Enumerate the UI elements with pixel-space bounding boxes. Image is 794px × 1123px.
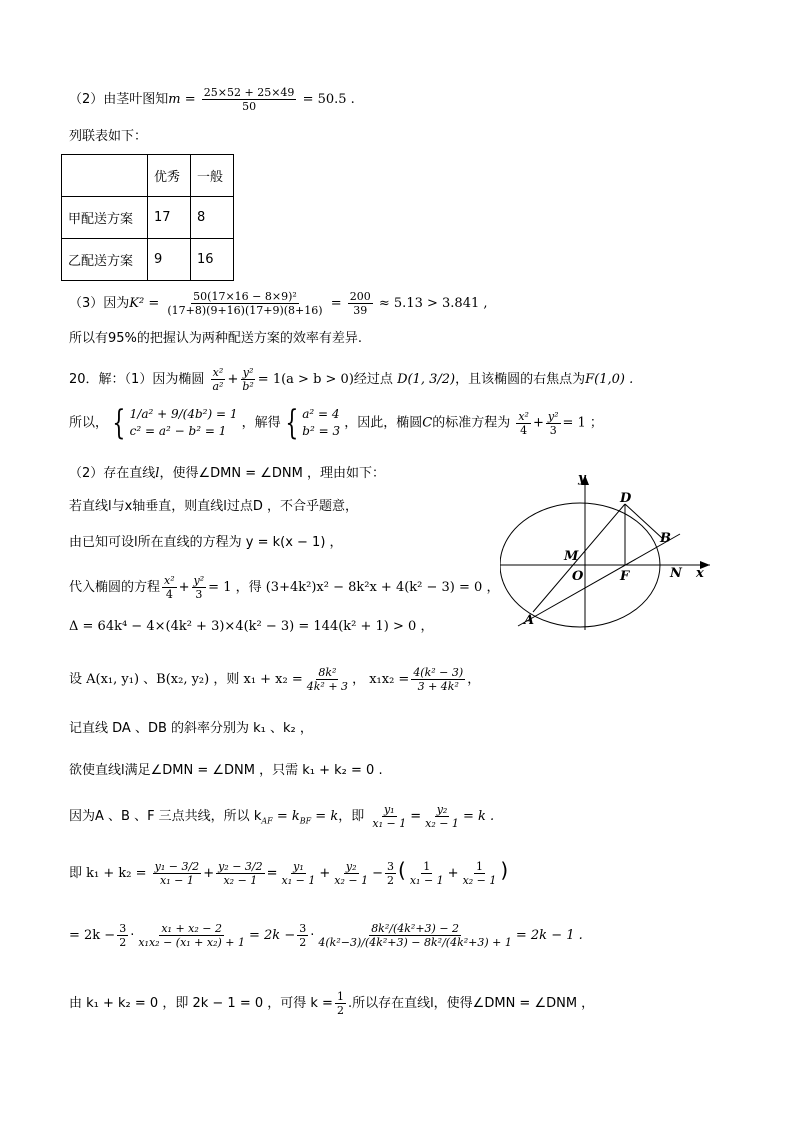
m-num: 25×52 + 25×49 xyxy=(203,86,295,99)
table-intro: 列联表如下： xyxy=(69,129,148,144)
focus-f: F(1,0) . xyxy=(585,372,634,387)
p2-1-text: （2）存在直线 xyxy=(69,466,156,481)
q20-line1-a: 20．解：（1）因为椭圆 xyxy=(69,372,205,387)
q20-line2-c: ，因此，椭圆 xyxy=(344,415,423,431)
ellipse-frac-x: $\frac{\text{x²}}{\text{a²}}$ xyxy=(212,366,224,393)
table-cell: 16 xyxy=(191,239,234,281)
p2-6-c: ， xyxy=(467,672,481,687)
p2-4-eq: = 1 ，得 (3+4k²)x² − 8k²x + 4(k² − 3) = 0 ， xyxy=(208,580,500,595)
table-cell: 甲配送方案 xyxy=(62,197,148,239)
system-2 xyxy=(302,406,340,440)
q20-line1-c: ，且该椭圆的右焦点为 xyxy=(455,372,586,387)
k2-lhs: K² = xyxy=(129,296,160,311)
ellipse-frac-y: $\frac{\text{y²}}{\text{b²}}$ xyxy=(242,366,254,393)
q20-line2-e: = 1 ； xyxy=(562,415,603,431)
label-m: M xyxy=(564,549,579,564)
q20-p2-9: 因为A 、B 、F 三点共线，所以 $k_{AF} = k_{BF} = k$，即 $\frac{\text{y₁}}{\text{x₁ − 1}}$ = $\frac{\text{y₂}}{\text{x₂ − 1}}$ = k . xyxy=(69,803,495,830)
k2-eq: = xyxy=(330,296,342,311)
label-o: O xyxy=(572,569,584,584)
table-cell: 8 xyxy=(191,197,234,239)
line-da xyxy=(533,504,625,612)
m-fraction xyxy=(202,86,297,113)
part3-line xyxy=(69,290,488,317)
p2-6-a: 设 A(x₁, y₁) 、B(x₂, y₂) ，则 x₁ + x₂ = xyxy=(69,672,303,687)
line-l xyxy=(518,534,680,626)
q20-p2-3: 由已知可设l所在直线的方程为 y = k(x − 1) ， xyxy=(69,535,343,550)
k2-rhs: ≈ 5.13 > 3.841 , xyxy=(378,296,488,311)
label-y: y xyxy=(578,471,586,486)
table-header-cell: 优秀 xyxy=(148,155,191,197)
k2-den2: 39 xyxy=(353,304,368,317)
k2-den: (17+8)(9+16)(17+9)(8+16) xyxy=(167,304,323,317)
table-row xyxy=(62,197,234,239)
q20-p2-7: 记直线 DA 、DB 的斜率分别为 k₁ 、k₂ ， xyxy=(69,721,313,736)
conclusion: 所以有95%的把握认为两种配送方案的效率有差异. xyxy=(69,331,363,346)
q20-p2-5: Δ = 64k⁴ − 4×(4k² + 3)×4(k² − 3) = 144(k² + 1) > 0 ， xyxy=(69,619,434,634)
system-1-eq-b: c² = a² − b² = 1 xyxy=(129,424,227,438)
table-row xyxy=(62,239,234,281)
p2-12-b: .所以存在直线l，使得∠DMN = ∠DNM ， xyxy=(347,996,595,1011)
p2-9-a: 因为A 、B 、F 三点共线，所以 k xyxy=(69,809,262,824)
contingency-table xyxy=(61,154,234,281)
k2-num: 50(17×16 − 8×9)² xyxy=(193,290,297,303)
table-cell: 17 xyxy=(148,197,191,239)
p2-6-b: ， x₁x₂ = xyxy=(352,672,410,687)
label-d: D xyxy=(620,491,632,506)
label-n: N xyxy=(670,566,682,581)
system-2-eq-a: a² = 4 xyxy=(302,407,340,421)
label-a: A xyxy=(524,613,535,628)
part3-prefix: （3）因为 xyxy=(69,296,130,311)
k2-fraction-2 xyxy=(348,290,373,317)
p2-11-a: = 2k − xyxy=(69,928,116,943)
q20-line2-d: 的标准方程为 xyxy=(432,415,511,431)
p2-12-a: 由 k₁ + k₂ = 0 ，即 2k − 1 = 0 ，可得 k = xyxy=(69,996,333,1011)
system-1 xyxy=(130,406,238,440)
q20-p2-11: = 2k − $\frac{3}{2}$ · $\frac{\text{x₁ + x₂ − 2}}{\text{x₁x₂ − (x₁ + x₂) + 1}}$ = 2k − $\frac{3}{2}$ · $\frac{\text{8k²/(4k²+3) − 2}}{\text{4(k²−3)/(4k²+3) − 8k²/(4k²+3) + 1}}$ = 2k − 1 . xyxy=(69,922,583,949)
q20-p2-6: 设 A(x₁, y₁) 、B(x₂, y₂) ，则 x₁ + x₂ = $\frac{\text{8k²}}{\text{4k² + 3}}$ ， x₁x₂ = $\frac{\text{4(k² − 3)}}{\text{3 + 4k²}}$ ， xyxy=(69,666,481,693)
q20-line2-b: ，解得 xyxy=(241,415,281,431)
table-header-row xyxy=(62,155,234,197)
p2-4-text: 代入椭圆的方程 xyxy=(69,580,161,595)
label-b: B xyxy=(660,531,671,546)
label-f: F xyxy=(620,569,630,584)
table-header-cell: 一般 xyxy=(191,155,234,197)
q20-p2-12: 由 k₁ + k₂ = 0 ，即 2k − 1 = 0 ，可得 k = $\frac{1}{2}$ .所以存在直线l，使得∠DMN = ∠DNM ， xyxy=(69,990,595,1017)
q20-p2-2: 若直线l与x轴垂直，则直线l过点D ，不合乎题意， xyxy=(69,499,359,514)
q20-p2-10: 即 k₁ + k₂ = $\frac{\text{y₁ − 3/2}}{\text{x₁ − 1}}$ + $\frac{\text{y₂ − 3/2}}{\text{x₂ − 1}}$ = $\frac{\text{y₁}}{\text{x₁ − 1}}$ + $\frac{\text{y₂}}{\text{x₂ − 1}}$ − $\frac{3}{2}$ ( $\frac{1}{\text{x₁ − 1}}$ + $\frac{1}{\text{x₂ − 1}}$ ) xyxy=(69,858,509,887)
q20-p2-8: 欲使直线l满足∠DMN = ∠DNM ，只需 k₁ + k₂ = 0 . xyxy=(69,763,383,778)
q20-line2-a: 所以， xyxy=(69,415,109,431)
ellipse-rhs: = 1(a > b > 0) xyxy=(257,372,354,387)
part2-line xyxy=(69,86,355,113)
q20-line1-b: 经过点 xyxy=(353,372,393,387)
q20-p2-1: （2）存在直线l，使得∠DMN = ∠DNM ，理由如下： xyxy=(69,466,385,481)
line-db xyxy=(625,504,662,538)
system-1-eq-a: 1/a² + 9/(4b²) = 1 xyxy=(129,407,238,421)
label-x: x xyxy=(696,566,704,581)
p2-9-b: ，即 xyxy=(338,809,365,824)
table-header-cell xyxy=(62,155,148,197)
table-cell: 乙配送方案 xyxy=(62,239,148,281)
ellipse-figure xyxy=(500,470,720,630)
m-rhs: = 50.5 . xyxy=(302,92,355,107)
table-cell: 9 xyxy=(148,239,191,281)
q20-p2-4: 代入椭圆的方程 $\frac{\text{x²}}{4}$ + $\frac{\text{y²}}{3}$ = 1 ，得 (3+4k²)x² − 8k²x + 4(k² − 3) = 0 ， xyxy=(69,574,500,601)
p2-10-a: 即 k₁ + k₂ = xyxy=(69,866,147,881)
p2-1-text-b: ，使得∠DMN = ∠DNM ，理由如下： xyxy=(159,466,385,481)
part2-intro: （2）由茎叶图知 xyxy=(69,92,169,107)
q20-line2: 所以， { 1/a² + 9/(4b²) = 1 c² = a² − b² = 1 ，解得 { a² = 4 b² = 3 ，因此，椭圆C的标准方程为 $\frac{\text{x²}}{4}$ + $\frac{\text{y²}}{3}$ = 1 ； xyxy=(69,403,603,443)
k2-fraction xyxy=(165,290,324,317)
m-lhs: m = xyxy=(168,92,196,107)
system-2-eq-b: b² = 3 xyxy=(302,424,341,438)
point-d: D(1, 3/2) xyxy=(397,372,456,387)
q20-line1: 20．解：（1）因为椭圆 $\frac{\text{x²}}{\text{a²}}$ + $\frac{\text{y²}}{\text{b²}}$ = 1(a > b > 0)经过点 D(1, 3/2)，且该椭圆的右焦点为F(1,0) . xyxy=(69,366,634,393)
k2-num2: 200 xyxy=(349,290,371,303)
m-den: 50 xyxy=(242,100,257,113)
